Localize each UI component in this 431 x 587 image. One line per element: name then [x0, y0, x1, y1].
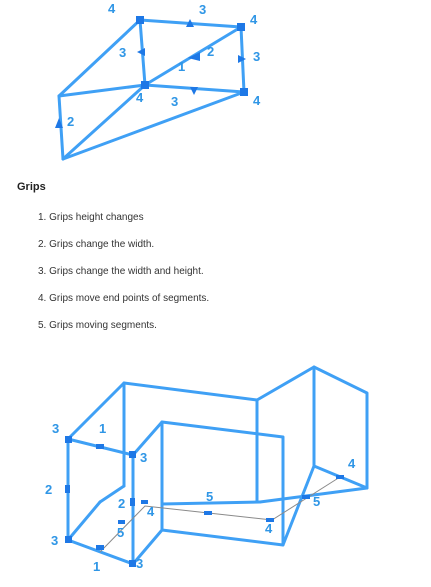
grip-number: 1 — [178, 59, 186, 74]
grip-number: 4 — [108, 1, 116, 16]
corner-grip[interactable] — [240, 88, 248, 96]
corner-grip[interactable] — [65, 436, 72, 443]
list-item: 4. Grips move end points of segments. — [38, 293, 210, 304]
list-item: 1. Grips height changes — [38, 212, 144, 223]
list-item: 2. Grips change the width. — [38, 239, 155, 250]
grip-number: 3 — [52, 421, 60, 436]
grip-number: 3 — [253, 49, 261, 64]
grip-number: 3 — [51, 533, 59, 548]
corner-grip[interactable] — [129, 451, 136, 458]
grip-number: 3 — [119, 45, 127, 60]
grip-number: 1 — [99, 421, 107, 436]
corner-grip[interactable] — [141, 81, 149, 89]
wedge-edge — [63, 85, 145, 159]
grip-number: 4 — [253, 93, 261, 108]
grip-number: 3 — [140, 450, 148, 465]
list-item: 5. Grips moving segments. — [38, 320, 157, 331]
grip-number: 3 — [171, 94, 179, 109]
wedge-wireframe — [0, 0, 431, 172]
corner-grip[interactable] — [129, 560, 136, 567]
segment-grip[interactable] — [336, 475, 344, 479]
corner-grip[interactable] — [136, 16, 144, 24]
grip-number: 2 — [45, 482, 53, 497]
polysolid-grips-figure — [0, 352, 431, 587]
grip-number: 2 — [118, 496, 126, 511]
triangle-grip[interactable] — [190, 87, 198, 95]
grip-number: 2 — [67, 114, 75, 129]
grip-number: 3 — [199, 2, 207, 17]
grip-number: 5 — [206, 489, 214, 504]
edge-grip[interactable] — [130, 498, 135, 506]
grip-number: 2 — [207, 44, 215, 59]
back-edge — [68, 502, 100, 540]
grip-number: 4 — [250, 12, 258, 27]
segment-grip[interactable] — [118, 520, 125, 524]
section-title: Grips — [17, 181, 46, 193]
grip-number: 5 — [117, 525, 125, 540]
corner-grip[interactable] — [237, 23, 245, 31]
inner-wall — [133, 422, 367, 545]
edge-grip[interactable] — [65, 485, 70, 493]
grips-list — [38, 204, 209, 339]
wedge-grips-figure — [0, 0, 431, 172]
segment-grip[interactable] — [96, 545, 104, 550]
corner-grip[interactable] — [65, 536, 72, 543]
grip-number: 4 — [265, 521, 273, 536]
segment-grip[interactable] — [302, 495, 310, 499]
grip-number: 5 — [313, 494, 321, 509]
polysolid-wireframe — [0, 352, 431, 587]
list-item: 3. Grips change the width and height. — [38, 266, 204, 277]
wedge-edge — [63, 92, 244, 159]
segment-grip[interactable] — [204, 511, 212, 515]
segment-grip[interactable] — [96, 444, 104, 449]
grip-number: 1 — [93, 559, 101, 574]
grip-number: 3 — [136, 556, 144, 571]
grip-number: 4 — [348, 456, 356, 471]
grip-number: 4 — [136, 90, 144, 105]
top-outline — [68, 367, 367, 502]
grip-number: 4 — [147, 504, 155, 519]
wedge-top-face — [59, 20, 244, 96]
